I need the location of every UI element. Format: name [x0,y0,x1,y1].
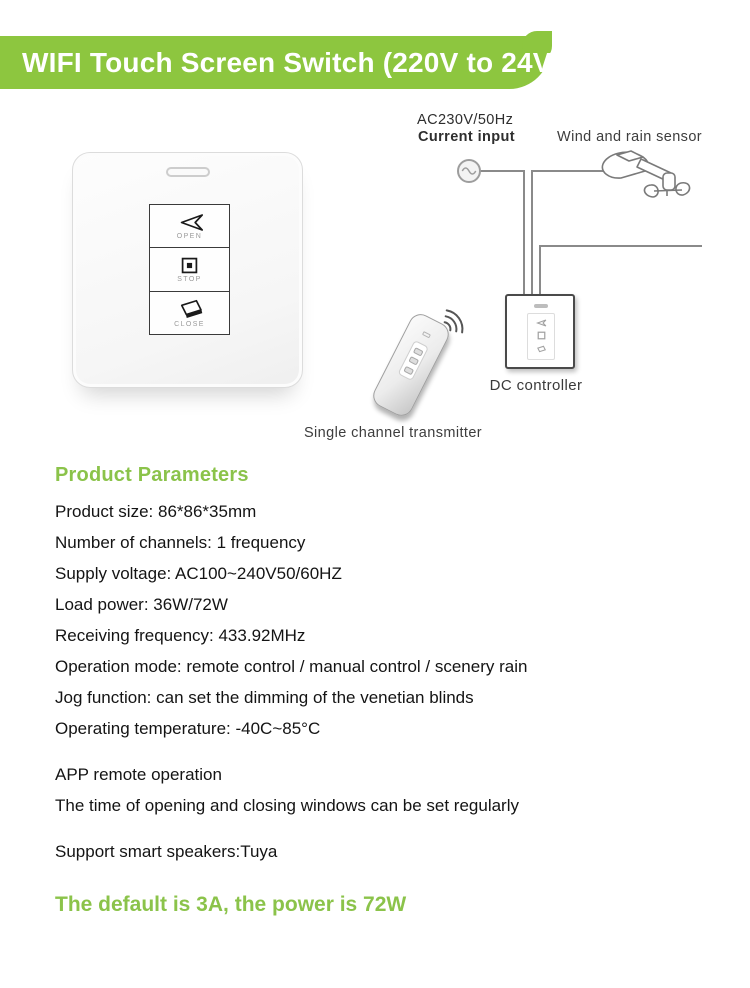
dc-controller-icon [505,294,575,369]
dc-controller-label: DC controller [489,377,583,394]
param-line-operation-mode: Operation mode: remote control / manual control / scenery rain [55,657,528,676]
wind-rain-sensor-label: Wind and rain sensor [557,129,703,145]
param-line-frequency: Receiving frequency: 433.92MHz [55,626,306,645]
close-button-label: CLOSE [174,320,205,328]
parameter-list [55,496,527,744]
wire [523,170,525,296]
product-parameters-heading: Product Parameters [55,464,249,486]
transmitter-keys [398,340,430,381]
switch-button-stack [149,204,230,335]
transmitter-body [369,310,453,420]
transmitter-label: Single channel transmitter [303,425,483,441]
smart-speaker-support-line: Support smart speakers:Tuya [55,842,278,861]
transmitter-key [403,365,414,374]
transmitter-key [408,356,419,365]
close-blind-icon [174,298,206,320]
param-line-jog-function: Jog function: can set the dimming of the venetian blinds [55,688,474,707]
wall-switch-image [72,152,303,388]
wire [539,245,702,247]
param-line-temperature: Operating temperature: -40C~85°C [55,719,321,738]
open-blind-icon [175,213,205,232]
default-power-note: The default is 3A, the power is 72W [55,893,407,916]
wind-rain-sensor-icon [597,146,693,222]
dc-indicator-slot [534,304,548,308]
param-line-load-power: Load power: 36W/72W [55,595,228,614]
feature-list [55,759,519,821]
transmitter-key [413,346,424,355]
current-input-label: Current input [418,129,516,145]
param-line-size: Product size: 86*86*35mm [55,502,257,521]
title-banner [0,36,562,89]
stop-button-label: STOP [177,275,202,283]
param-line-channels: Number of channels: 1 frequency [55,533,306,552]
stop-button [150,247,229,290]
wire [531,170,533,296]
transmitter-icon [358,310,468,420]
close-button [150,291,229,334]
mini-stop-icon [537,331,546,340]
open-button [150,205,229,247]
open-button-label: OPEN [176,232,203,240]
param-line-voltage: Supply voltage: AC100~240V50/60HZ [55,564,342,583]
page-title: WIFI Touch Screen Switch (220V to 24V) [22,46,562,78]
transmitter-logo [422,331,431,338]
mini-open-icon [535,319,547,327]
indicator-slot [166,167,210,177]
wire [533,170,604,172]
mini-close-icon [535,345,547,354]
feature-timer: The time of opening and closing windows can be set regularly [55,796,519,815]
wire [480,170,525,172]
dc-mini-panel [527,313,555,360]
stop-icon [180,256,199,275]
ac-source-icon [457,159,481,183]
ac-voltage-label: AC230V/50Hz [417,112,514,128]
feature-app-remote: APP remote operation [55,765,222,784]
wire [539,245,541,296]
